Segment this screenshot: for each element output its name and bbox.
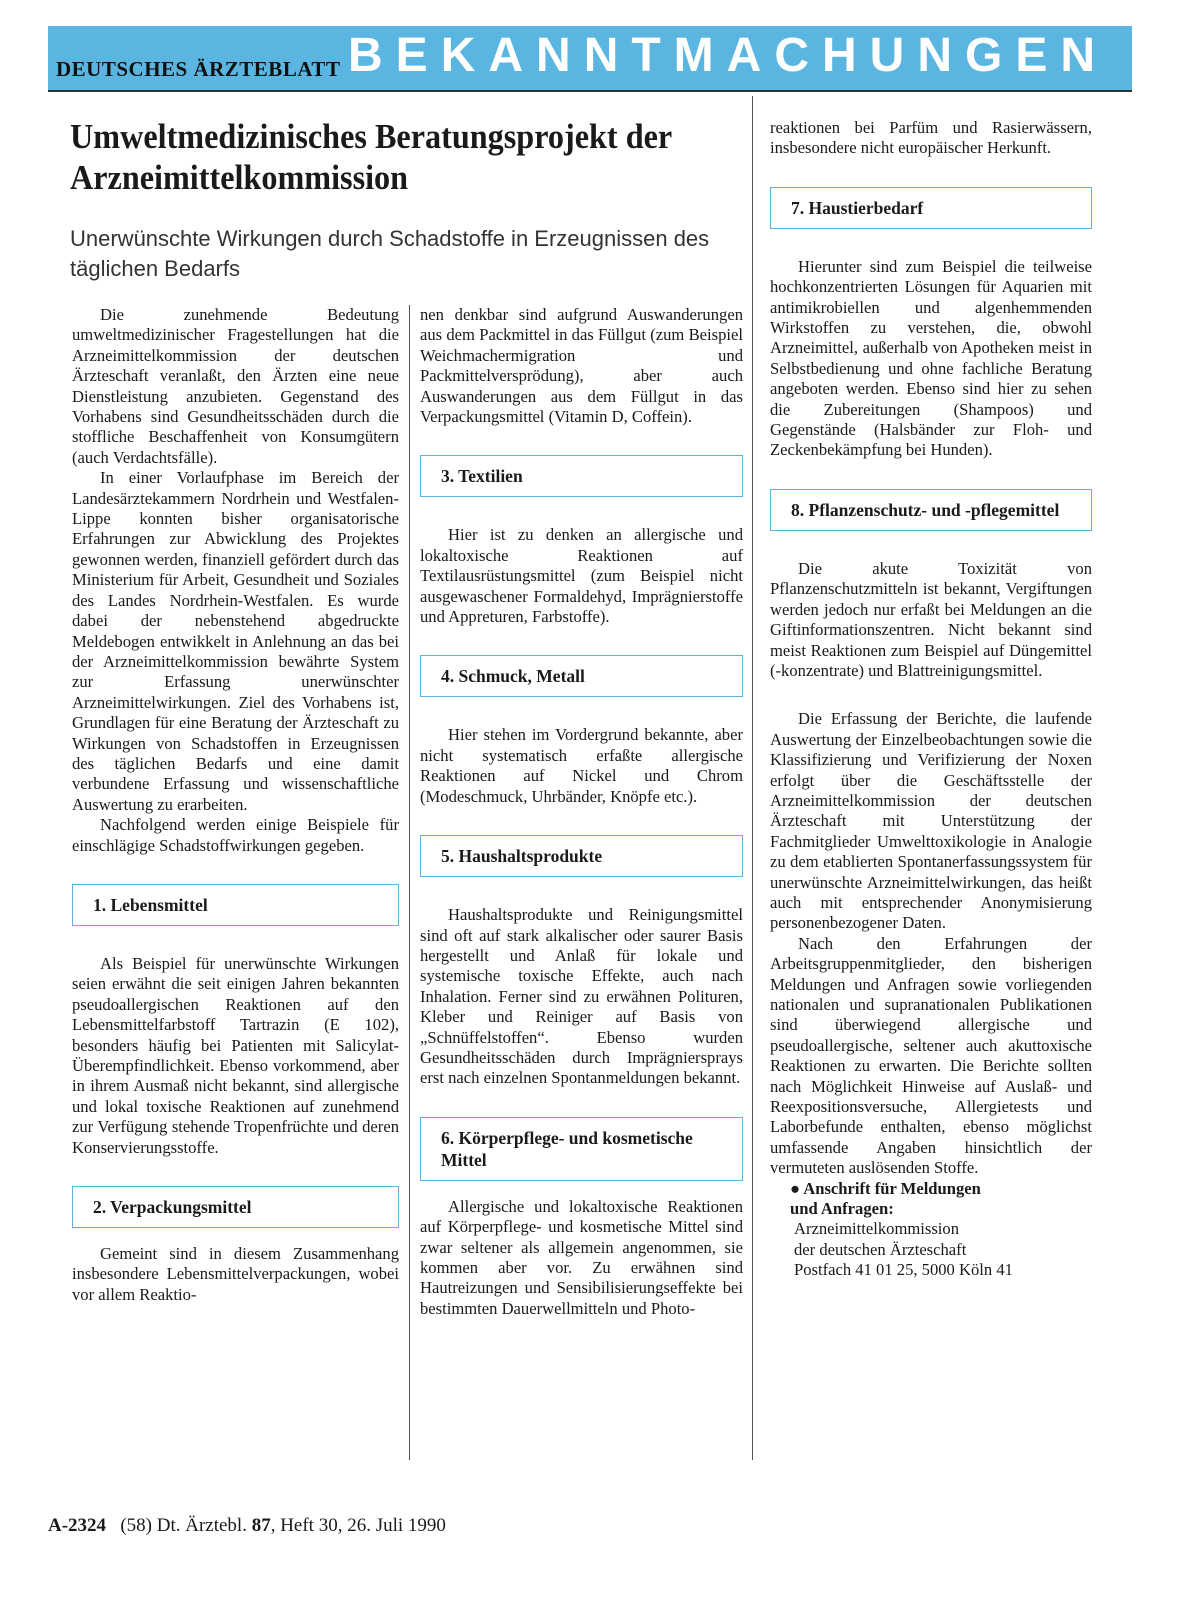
section-text-verpackungsmittel-cont: nen denkbar sind aufgrund Auswanderungen aus dem Packmittel in das Füllgut (zum Beispiel Weichmachermigration und Packmittelversprödung), aber auch Auswanderungen aus dem Füllgut in das Verpackungsmittel (Vitamin D, Coffein).	[420, 305, 743, 427]
page-number: A-2324	[48, 1515, 107, 1536]
section-heading-haustierbedarf: 7. Haustierbedarf	[770, 187, 1092, 229]
section-text-haustierbedarf: Hierunter sind zum Beispiel die teilweise hochkonzentrierten Lösungen für Aquarien mit antimikrobiellen und algenhemmenden Wirkstoffen zu verstehen, die, obwohl Arzneimittel, außerhalb von Apotheken meist in Selbstbedienung und ohne fachliche Beratung angeboten werden. Ebenso sind hier zu sehen die Zubereitungen (Shampoos) und Gegenstände (Halsbänder zur Floh- und Zeckenbekämpfung bei Hunden).	[770, 256, 1092, 460]
journal-name: DEUTSCHES ÄRZTEBLATT	[56, 57, 341, 81]
intro-paragraph: Nachfolgend werden einige Beispiele für einschlägige Schadstoffwirkungen gegeben.	[72, 815, 399, 855]
column-divider	[752, 96, 753, 1460]
header-banner	[48, 26, 1132, 90]
intro-paragraph: Die zunehmende Bedeutung umweltmedizinischer Fragestellungen hat die Arzneimittelkommission der deutschen Ärzteschaft veranlaßt, den Ärzten eine neue Dienstleistung anzubieten. Gegenstand des Vorhabens sind Gesundheitsschäden durch die stoffliche Beschaffenheit von Konsumgütern (auch Verdachtsfälle).	[72, 305, 399, 467]
section-text-textilien: Hier ist zu denken an allergische und lokaltoxische Reaktionen auf Textilausrüstungsmittel (zum Beispiel nicht ausgewaschener Formaldehyd, Imprägnierstoffe und Appreturen, Farbstoffe).	[420, 525, 743, 627]
issue-info: , Heft 30, 26. Juli 1990	[270, 1515, 446, 1536]
contact-address	[770, 1219, 1092, 1280]
closing-paragraph: Nach den Erfahrungen der Arbeitsgruppenmitglieder, den bisherigen Meldungen und Anfragen sowie vorliegenden nationalen und supranationalen Publikationen sind überwiegend allergische und pseudoallergische, seltener auch akuttoxische Reaktionen zu erwarten. Die Berichte sollten nach Möglichkeit Hinweise auf Auslaß- und Reexpositionsversuche, Allergietests und Laborbefunde enthalten, ebenso möglichst umfassende Angaben hinsichtlich der vermuteten auslösenden Stoffe.	[770, 933, 1092, 1178]
contact-heading	[770, 1179, 1092, 1220]
contact-heading-line: ● Anschrift für Meldungen	[790, 1178, 981, 1198]
intro-paragraph: In einer Vorlaufphase im Bereich der Landesärztekammern Nordrhein und Westfalen-Lippe konnten bisher organisatorische Erfahrungen zur Abwicklung des Projektes gewonnen werden, finanziell gefördert durch das Ministerium für Arbeit, Gesundheit und Soziales des Landes Nordrhein-Westfalen. Es wurde dabei der nebenstehend abgedruckte Meldebogen entwikkelt in Anlehnung an das bei der Arzneimittelkommission bewährte System zur Erfassung unerwünschter Arzneimittelwirkungen. Ziel des Vorhabens ist, Grundlagen für eine Beratung der Ärzteschaft zu Wirkungen von Schadstoffen in Erzeugnissen des täglichen Bedarfs und eine damit verbundene Erfassung und wissenschaftliche Auswertung zu erarbeiten.	[72, 468, 399, 814]
header-divider	[48, 90, 1132, 92]
section-title: BEKANNTMACHUNGEN	[348, 29, 1108, 82]
section-text-haushaltsprodukte: Haushaltsprodukte und Reinigungsmittel sind oft auf stark alkalischer oder saurer Basis hergestellt und Anlaß für lokale und systemische toxische Effekte, auch nach Inhalation. Ferner sind zu erwähnen Polituren, Kleber und Reiniger auf Basis von „Schnüffelstoffen“. Ebenso wurden Gesundheitsschäden durch Imprägniersprays erst nach einzelnen Spontanmeldungen bekannt.	[420, 905, 743, 1088]
section-text-koerperpflege-cont: reaktionen bei Parfüm und Rasierwässern, insbesondere nicht europäischer Herkunft.	[770, 118, 1092, 158]
section-text-schmuck: Hier stehen im Vordergrund bekannte, aber nicht systematisch erfaßte allergische Reaktionen auf Nickel und Chrom (Modeschmuck, Uhrbänder, Knöpfe etc.).	[420, 725, 743, 806]
volume-number: 87	[251, 1515, 271, 1536]
contact-address-line: Postfach 41 01 25, 5000 Köln 41	[794, 1260, 1013, 1280]
column-divider	[409, 305, 410, 1460]
section-text-pflanzenschutz: Die akute Toxizität von Pflanzenschutzmitteln ist bekannt, Vergiftungen werden jedoch nur erfaßt bei Meldungen an die Giftinformationszentren. Nicht bekannt sind meist Reaktionen zum Beispiel auf Düngemittel (-konzentrate) und Blattreinigungsmittel.	[770, 558, 1092, 680]
column-right	[770, 118, 1092, 1281]
section-heading-schmuck: 4. Schmuck, Metall	[420, 655, 743, 697]
contact-address-line: Arzneimittelkommission	[794, 1219, 959, 1239]
contact-heading-line: und Anfragen:	[790, 1199, 894, 1219]
section-heading-pflanzenschutz: 8. Pflanzenschutz- und -pflegemittel	[770, 489, 1092, 531]
section-heading-haushaltsprodukte: 5. Haushaltsprodukte	[420, 835, 743, 877]
article-subtitle: Unerwünschte Wirkungen durch Schadstoffe in Erzeugnissen des täglichen Bedarfs	[70, 226, 710, 281]
section-text-koerperpflege: Allergische und lokaltoxische Reaktionen auf Körperpflege- und kosmetische Mittel sind zwar seltener als allgemein angenommen, sie kommen aber vor. Zu erwähnen sind Hautreizungen und Sensibilisierungseffekte bei bestimmten Dauerwellmitteln und Photo-	[420, 1196, 743, 1318]
column-middle	[420, 305, 743, 1319]
section-text-verpackungsmittel: Gemeint sind in diesem Zusammenhang insbesondere Lebensmittelverpackungen, wobei vor allem Reaktio-	[72, 1244, 399, 1304]
section-heading-verpackungsmittel: 2. Verpackungsmittel	[72, 1186, 399, 1228]
page-footer	[48, 1515, 446, 1537]
journal-reference: (58) Dt. Ärztebl.	[120, 1515, 247, 1536]
section-heading-koerperpflege: 6. Körperpflege- und kosmetische Mittel	[420, 1117, 743, 1181]
section-heading-lebensmittel: 1. Lebensmittel	[72, 884, 399, 926]
section-text-lebensmittel: Als Beispiel für unerwünschte Wirkungen seien erwähnt die seit einigen Jahren bekannten pseudoallergischen Reaktionen auf den Lebensmittelfarbstoff Tartrazin (E 102), besonders häufig bei Patienten mit Salicylat-Überempfindlichkeit. Ebenso vorkommend, aber in ihrem Ausmaß nicht bekannt, sind allergische und lokal toxische Reaktionen auf zunehmend zur Verfügung stehende Tropenfrüchte und deren Konservierungsstoffe.	[72, 953, 399, 1157]
closing-paragraph: Die Erfassung der Berichte, die laufende Auswertung der Einzelbeobachtungen sowie die Klassifizierung und Verifizierung der Noxen erfolgt über die Geschäftsstelle der Arzneimittelkommission der deutschen Ärzteschaft mit Unterstützung der Fachmitglieder Umwelttoxikologie in Analogie zu dem etablierten Spontanerfassungssystem für unerwünschte Arzneimittelwirkungen, das heißt auch mit entsprechender Anonymisierung personenbezogener Daten.	[770, 709, 1092, 933]
section-heading-textilien: 3. Textilien	[420, 455, 743, 497]
article-title: Umweltmedizinisches Beratungsprojekt der Arzneimittelkommission	[70, 117, 672, 197]
contact-address-line: der deutschen Ärzteschaft	[794, 1239, 967, 1259]
column-left	[72, 305, 399, 1305]
